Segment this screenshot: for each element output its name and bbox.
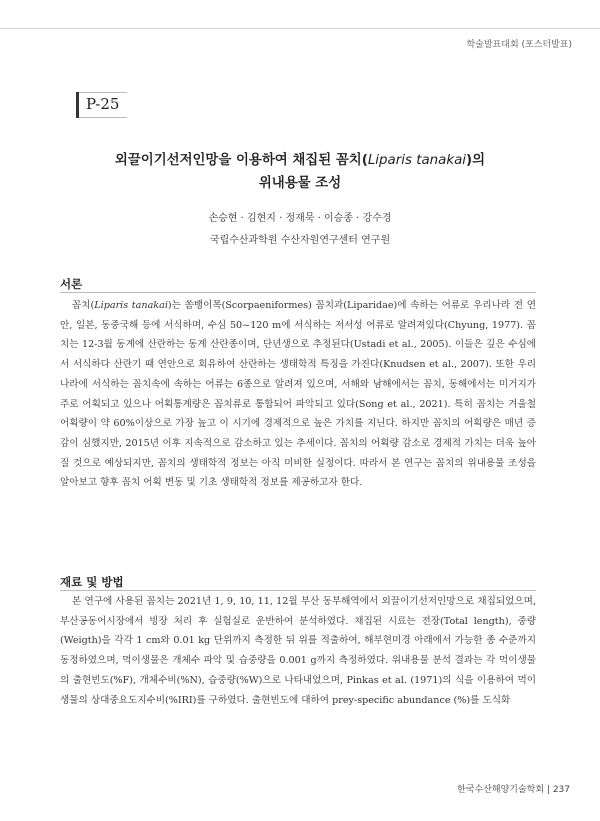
title-line2: 위내용물 조성 [258,176,342,191]
methods-rule [60,590,536,591]
author-list: 손승현 · 김현지 · 정재묵 · 이승종 · 강수경 [208,213,392,224]
paper-title [60,149,540,195]
intro-scientific-name: Liparis tanakai [94,300,168,311]
introduction-rule [60,292,536,293]
running-header: 학술발표대회 (포스터발표) [466,40,572,50]
poster-code-box [76,92,130,118]
poster-code-top-line [79,92,127,93]
intro-lead: 꼼치( [72,300,95,311]
poster-code: P-25 [86,95,120,113]
title-scientific-name: Liparis tanakai [367,153,467,168]
poster-code-bar [76,92,79,118]
introduction-heading: 서론 [60,277,83,291]
page-footer: 한국수산해양기술학회 | 237 [457,785,570,795]
poster-code-bottom-line [79,117,127,118]
introduction-body [60,296,536,493]
title-part1: 외끌이기선저인망을 이용하여 채집된 꼼치( [114,153,368,168]
title-part2: )의 [466,153,486,168]
intro-text: )는 쏨뱅이목(Scorpaeniformes) 꼼치과(Liparidae)에 속하는 어류로 우리나라 전 연안, 일본, 동중국해 등에 서식하며, 수심 50~120 m에 서식하는 저서성 어류로 알려져있다(Chyung, 1977). 꼼치는 12-3월 동계에 산란하는 동계 산란종이며, 단년생으로 추정된다(Ustadi et al., 2005). 이들은 깊은 수심에서 서식하다 산란기 때 연안으로 회유하여 산란하는 생태학적 특징을 가진다(Knudsen et al., 2007). 또한 우리나라에 서식하는 꼼치속에 속하는 어류는 6종으로 알려져 있으며, 서해와 남해에서는 꼼치, 동해에서는 미거지가 주로 어획되고 있으나 어획통계량은 꼼치류로 통합되어 파악되고 있다(Song et al., 2021). 특히 꼼치는 겨울철 어획량이 약 60%이상으로 가장 높고 이 시기에 경제적으로 높은 가치를 지닌다. 하지만 꼼치의 어획량은 매년 증감이 심했지만, 2015년 이후 지속적으로 감소하고 있는 추세이다. 꼼치의 어획량 감소로 경제적 가치는 더욱 높아질 것으로 예상되지만, 꼼치의 생태학적 정보는 아직 미비한 실정이다. 따라서 본 연구는 꼼치의 위내용물 조성을 알아보고 향후 꼼치 어획 변동 및 기초 생태학적 정보를 제공하고자 한다. [60,300,536,489]
methods-body: 본 연구에 사용된 꼼치는 2021년 1, 9, 10, 11, 12월 부산 동부해역에서 외끌이기선저인망으로 채집되었으며, 부산공동어시장에서 빙장 처리 후 실험실로 운반하여 분석하였다. 채집된 시료는 전장(Total length), 중량(Weigth)을 각각 1 cm와 0.01 kg 단위까지 측정한 뒤 위를 적출하여, 해부현미경 아래에서 가능한 종 수준까지 동정하였으며, 먹이생물은 개체수 파악 및 습중량을 0.001 g까지 측정하였다. 위내용물 분석 결과는 각 먹이생물의 출현빈도(%F), 개체수비(%N), 습중량(%W)으로 나타내었으며, Pinkas et al. (1971)의 식을 이용하여 먹이생물의 상대중요도지수비(%IRI)를 구하였다. 출현빈도에 대하여 prey-specific abundance (%)를 도식화 [60,596,536,706]
author-affiliation: 국립수산과학원 수산자원연구센터 연구원 [209,235,391,246]
methods-heading: 재료 및 방법 [60,575,124,589]
header-rule [0,28,600,29]
